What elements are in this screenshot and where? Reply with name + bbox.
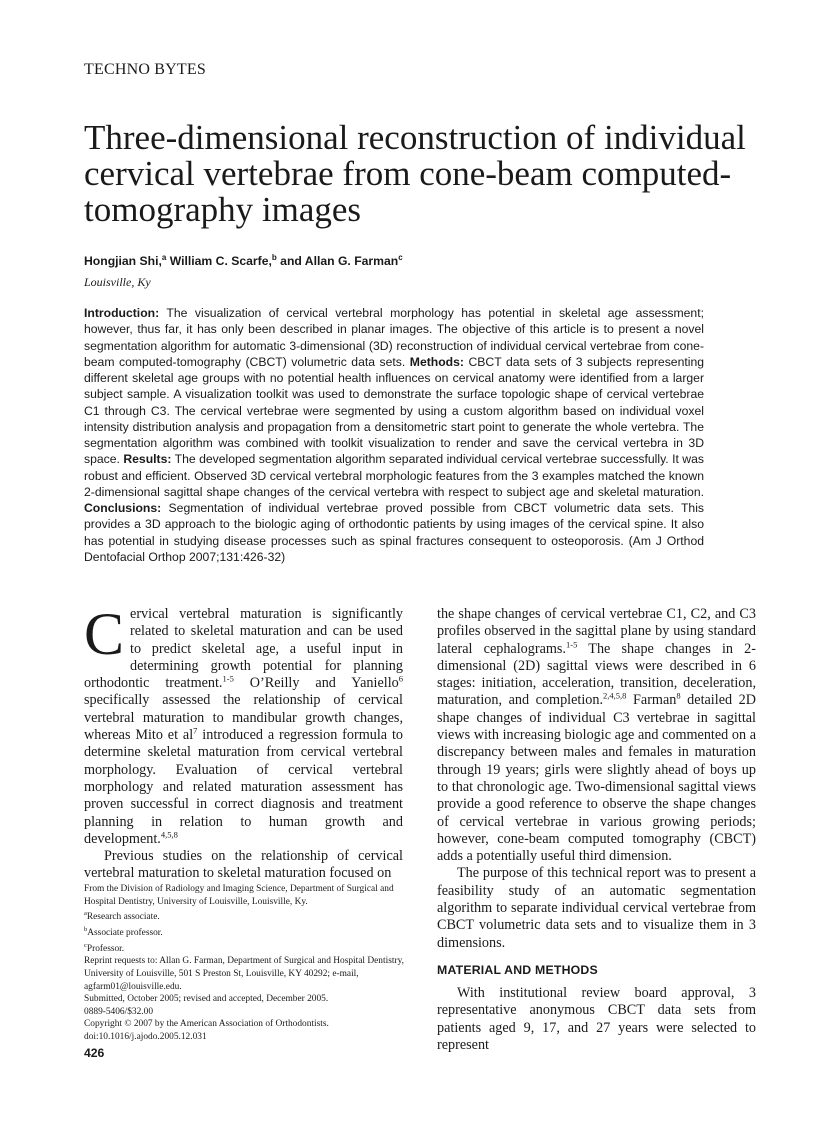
body-text: detailed 2D shape changes of individual C3 vertebrae in sagittal views with increasing biologic age and commented on a discrepancy between males and females in maturation through 19 years; girls were slightly ahead of boys up to that chronologic age. Two-dimensional sagittal views provide a good reference to observe the shape changes of cervical vertebrae in various growing periods; however, cone-beam computed tomography (CBCT) adds a potentially useful third dimension. xyxy=(437,692,756,865)
abstract-intro-text: The visualization of cervical vertebral morphology has potential in skeletal age assessment; however, thus far, it has only been described in planar images. The objective of this article is to present a novel segmentation algorithm for automatic 3-dimensional (3D) reconstruction of individual cervical vertebrae from cone-beam computed-tomography (CBCT) volumetric data sets. xyxy=(84,306,704,369)
reference-link[interactable]: 1-5 xyxy=(565,638,578,649)
footnote-reprint: Reprint requests to: Allan G. Farman, Department of Surgical and Hospital Dentistry, University of Louisville, 501 S Preston St, Louisville, KY 40292; e-mail, agfarm01@louisville.edu. xyxy=(84,956,404,992)
footnote-from: From the Division of Radiology and Imaging Science, Department of Surgical and Hospital Dentistry, University of Louisville, Louisville, Ky. xyxy=(84,884,394,907)
body-text: Farman xyxy=(626,692,677,709)
footnote-submitted: Submitted, October 2005; revised and accepted, December 2005. xyxy=(84,994,329,1005)
body-paragraph xyxy=(437,606,756,865)
footnote-b xyxy=(84,924,406,940)
reference-link[interactable]: 4,5,8 xyxy=(160,829,178,840)
section-heading: MATERIAL AND METHODS xyxy=(437,963,598,977)
body-column-right xyxy=(437,606,756,952)
footnote-a xyxy=(84,908,406,924)
body-paragraph: Previous studies on the relationship of cervical vertebral maturation to skeletal maturation focused on xyxy=(84,848,403,882)
body-text: introduced a regression formula to determine skeletal maturation from cervical vertebral morphology. Evaluation of cervical vertebral morphology and related maturation assessment has proven successful in correct diagnosis and treatment planning in relation to human growth and development. xyxy=(84,727,404,847)
section-tag: TECHNO BYTES xyxy=(84,61,206,78)
body-column-left xyxy=(84,601,404,883)
body-text: O’Reilly and Yaniello xyxy=(233,675,399,692)
reference-link[interactable]: 1-5 xyxy=(222,673,234,684)
footnote-mark: b xyxy=(84,925,88,933)
footnote-mark: a xyxy=(84,910,87,918)
abstract xyxy=(84,305,704,565)
reference-link[interactable]: 6 xyxy=(398,673,403,684)
reference-link[interactable]: 2,4,5,8 xyxy=(603,690,627,701)
body-column-right-methods xyxy=(437,985,756,1054)
page-number: 426 xyxy=(84,1046,105,1060)
body-text: specifically assessed the relationship of cervical vertebral maturation to mandibular growth changes, whereas Mito et al xyxy=(84,692,403,744)
abstract-methods-label: Methods: xyxy=(409,354,464,369)
footnote-text: Professor. xyxy=(86,943,125,954)
author-affil-mark: c xyxy=(398,253,403,262)
footnote-c xyxy=(84,940,406,956)
author-name: William C. Scarfe, xyxy=(169,254,272,269)
footnote-mark: c xyxy=(84,941,87,949)
body-text: the shape changes of cervical vertebrae C1, C2, and C3 profiles observed in the sagittal plane by using standard lateral cephalograms. xyxy=(437,606,756,657)
author-name: Hongjian Shi, xyxy=(84,254,162,269)
drop-cap: C xyxy=(84,601,125,667)
body-paragraph: With institutional review board approval, 3 representative anonymous CBCT data sets from patients aged 9, 17, and 27 years were selected to represent xyxy=(437,985,756,1053)
author-name: and Allan G. Farman xyxy=(280,254,399,269)
body-text: ervical vertebral maturation is significantly related to skeletal maturation and can be used to predict skeletal age, a useful input in determining growth potential for planning orthodontic treatment. xyxy=(84,606,403,692)
abstract-intro-label: Introduction: xyxy=(84,306,160,320)
author-list xyxy=(84,253,403,268)
abstract-results-label: Results: xyxy=(123,452,172,467)
footnote-price: 0889-5406/$32.00 xyxy=(84,1006,154,1017)
footnote-text: Research associate. xyxy=(86,912,160,923)
reference-link[interactable]: 7 xyxy=(193,725,198,736)
author-affil-mark: a xyxy=(161,253,167,262)
body-text: The shape changes in 2-dimensional (2D) sagittal views were described in 6 stages: initiation, acceleration, transition, deceleration, maturation, and completion. xyxy=(437,640,756,709)
abstract-conclusions-text: Segmentation of individual vertebrae proved possible from CBCT volumetric data sets. This provides a 3D approach to the biologic aging of orthodontic patients by using images of the cervical spine. It also has potential in studying disease processes such as spinal fractures consequent to osteoporosis. (Am J Orthod Dentofacial Orthop 2007;131:426-32) xyxy=(84,501,704,564)
footnote-text: Associate professor. xyxy=(87,928,163,939)
author-affil-mark: b xyxy=(271,253,277,262)
abstract-conclusions-label: Conclusions: xyxy=(84,501,162,515)
footnotes xyxy=(84,883,406,1044)
reference-link[interactable]: 8 xyxy=(676,690,681,701)
article-title: Three-dimensional reconstruction of individual cervical vertebrae from cone-beam computed-tomography images xyxy=(84,118,746,229)
body-paragraph: The purpose of this technical report was to present a feasibility study of an automatic segmentation algorithm to separate individual cervical vertebrae from CBCT volumetric data sets and to visualize them in 3 dimensions. xyxy=(437,865,756,951)
footnote-copyright: Copyright © 2007 by the American Association of Orthodontists. xyxy=(84,1019,329,1030)
abstract-results-text: The developed segmentation algorithm separated individual cervical vertebrae successfully. It was robust and efficient. Observed 3D cervical vertebral morphologic features from the 3 examples matched the known 2-dimensional sagittal shape changes of the cervical vertebra with respect to subject age and skeletal maturation. xyxy=(84,452,704,499)
footnote-doi[interactable]: doi:10.1016/j.ajodo.2005.12.031 xyxy=(84,1031,207,1042)
body-paragraph xyxy=(84,601,404,848)
abstract-methods-text: CBCT data sets of 3 subjects representing different skeletal age groups with no potential health influences on cervical anatomy were identified from a larger subject sample. A visualization toolkit was used to demonstrate the surface topologic shape of cervical vertebrae C1 through C3. The cervical vertebrae were segmented by using a custom algorithm based on individual voxel intensity distribution analysis and propagation from a densitometric start point to generate the whole vertebra. The segmentation algorithm was combined with toolkit visualization to render and save the cervical vertebra in 3D space. xyxy=(84,354,704,467)
affiliation: Louisville, Ky xyxy=(84,275,151,289)
